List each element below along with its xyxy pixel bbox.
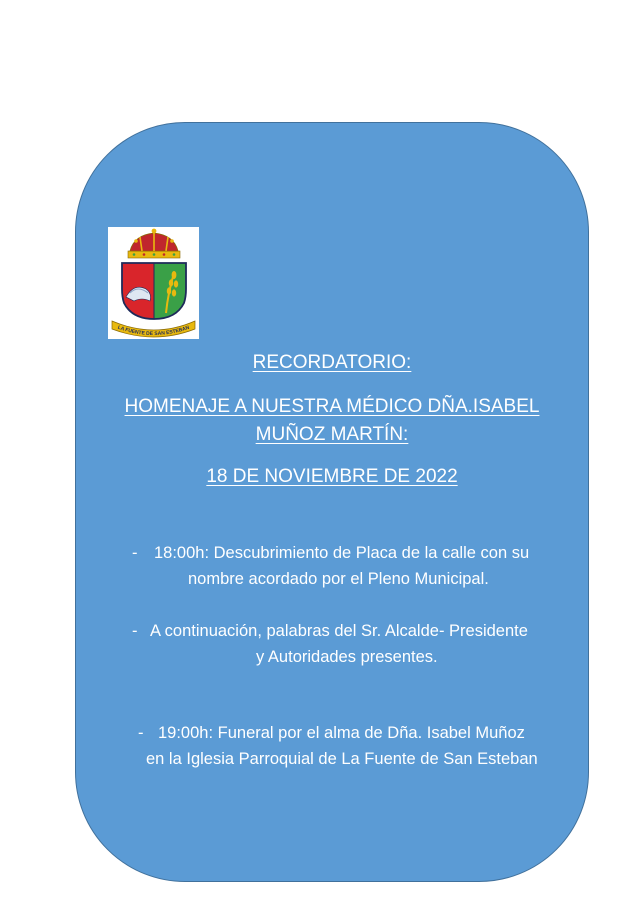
tribute-heading-line2: MUÑOZ MARTÍN:: [255, 424, 409, 445]
tribute-heading-line1: HOMENAJE A NUESTRA MÉDICO DÑA.ISABEL: [124, 396, 540, 417]
coat-of-arms-icon: [108, 227, 199, 339]
schedule-item-1-dash: -: [132, 544, 138, 562]
schedule-item-2-dash: -: [132, 622, 138, 640]
schedule-item-2-line2: y Autoridades presentes.: [256, 648, 438, 666]
schedule-item-3-dash: -: [138, 724, 144, 742]
reminder-title: RECORDATORIO:: [252, 352, 412, 373]
municipal-coat-of-arms: [108, 227, 199, 339]
schedule-item-1-line2: nombre acordado por el Pleno Municipal.: [188, 570, 489, 588]
crest-motto-text: LA FUENTE DE SAN ESTEBAN: [116, 324, 191, 338]
schedule-item-3-line1: 19:00h: Funeral por el alma de Dña. Isabel Muñoz: [158, 724, 525, 742]
schedule-item-2-line1: A continuación, palabras del Sr. Alcalde- Presidente: [150, 622, 528, 640]
schedule-item-1-line1: 18:00h: Descubrimiento de Placa de la calle con su: [154, 544, 530, 562]
schedule-item-3-line2: en la Iglesia Parroquial de La Fuente de San Esteban: [146, 750, 538, 768]
event-date: 18 DE NOVIEMBRE DE 2022: [206, 466, 458, 487]
